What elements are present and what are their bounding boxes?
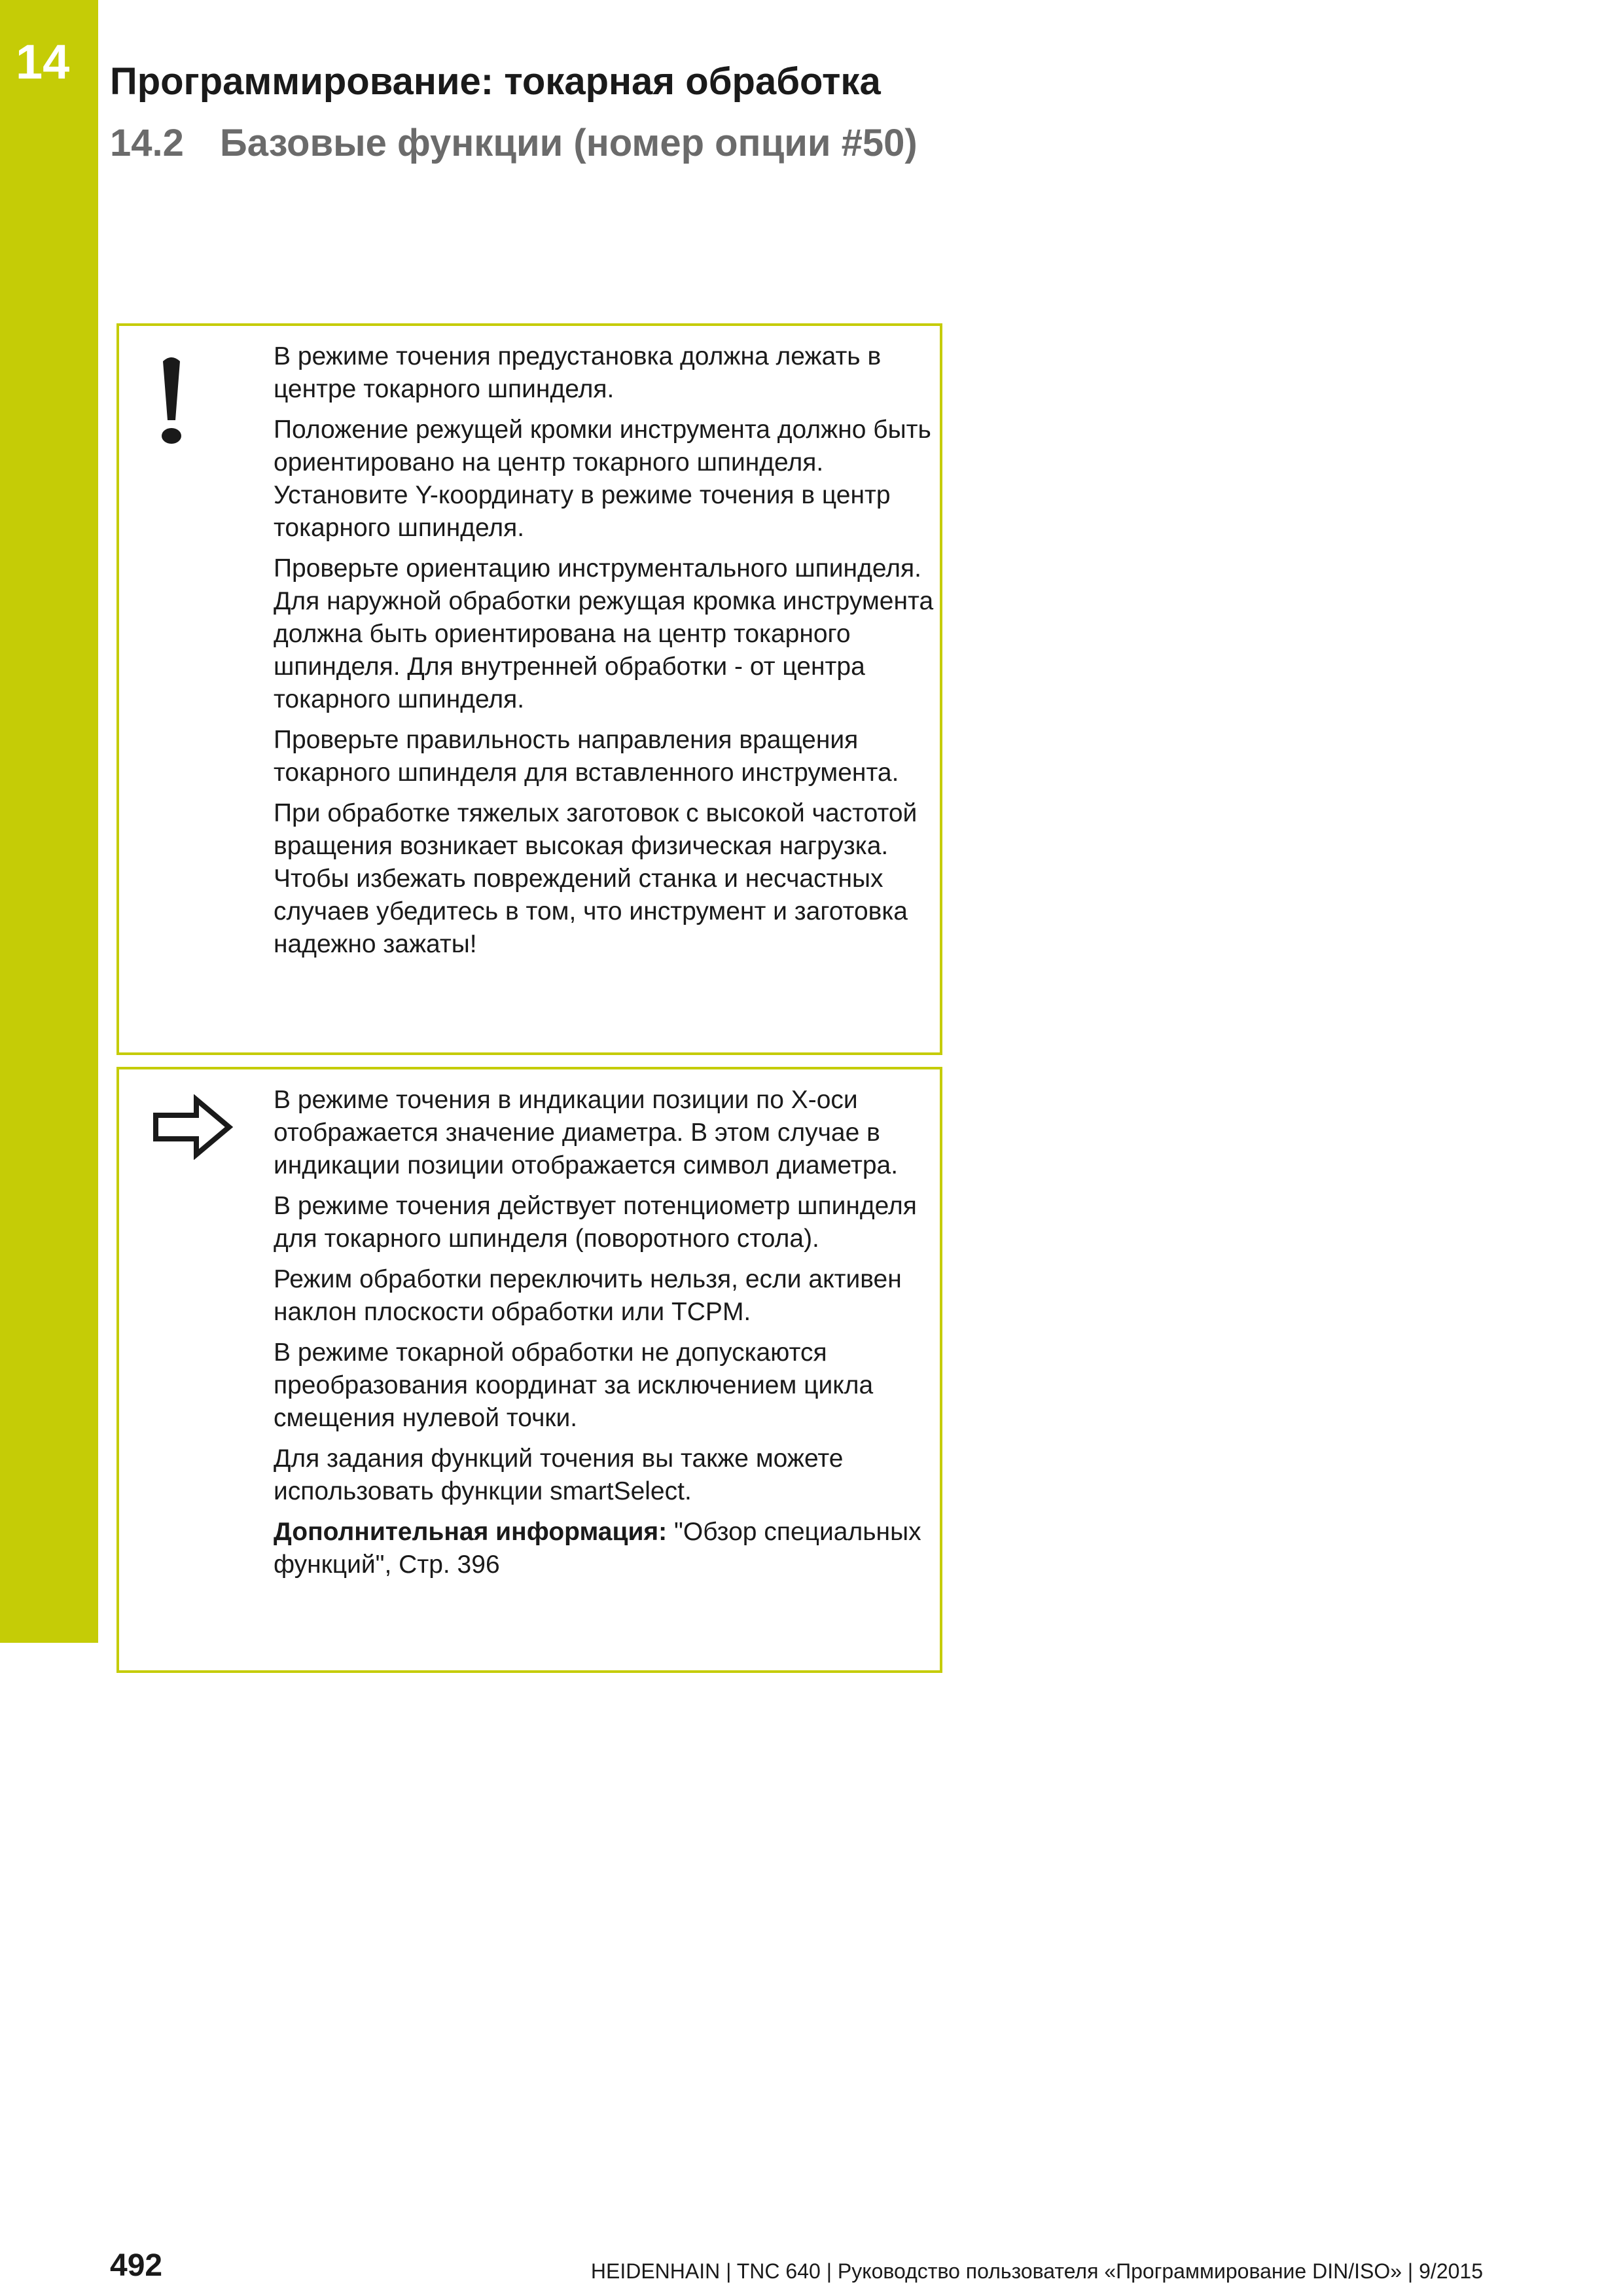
chapter-side-bar xyxy=(0,0,98,1643)
info-note-text xyxy=(274,1084,935,1589)
warning-note xyxy=(116,323,942,1055)
more-info-paragraph xyxy=(274,1516,935,1581)
info-paragraph: В режиме точения действует потенциометр шпинделя для токарного шпинделя (поворотного стола). xyxy=(274,1192,917,1253)
more-info-link[interactable]: "Обзор специальных функций", Стр. 396 xyxy=(274,1518,921,1579)
page-number: 492 xyxy=(110,2248,163,2283)
chapter-title: Программирование: токарная обработка xyxy=(110,60,881,103)
warning-paragraph: Положение режущей кромки инструмента должно быть ориентировано на центр токарного шпинделя. Установите Y-координату в режиме точения в центр токарного шпинделя. xyxy=(274,416,931,542)
info-paragraph: Режим обработки переключить нельзя, если активен наклон плоскости обработки или TCPM. xyxy=(274,1265,902,1326)
warning-note-text xyxy=(274,340,935,969)
info-note xyxy=(116,1067,942,1673)
warning-paragraph: Проверьте ориентацию инструментального шпинделя. Для наружной обработки режущая кромка инструмента должна быть ориентирована на центр токарного шпинделя. Для внутренней обработки - от центра токарного шпинделя. xyxy=(274,554,934,713)
section-number: 14.2 xyxy=(110,122,184,164)
warning-paragraph: В режиме точения предустановка должна лежать в центре токарного шпинделя. xyxy=(274,342,882,403)
section-title xyxy=(110,120,918,166)
arrow-right-icon xyxy=(152,1094,237,1163)
section-heading: Базовые функции (номер опции #50) xyxy=(220,122,918,164)
info-paragraph: В режиме точения в индикации позиции по X-оси отображается значение диаметра. В этом случае в индикации позиции отображается символ диаметра. xyxy=(274,1086,899,1179)
info-paragraph: Для задания функций точения вы также можете использовать функции smartSelect. xyxy=(274,1444,844,1505)
footer-text: HEIDENHAIN | TNC 640 | Руководство пользователя «Программирование DIN/ISO» | 9/2015 xyxy=(590,2259,1483,2283)
more-info-label: Дополнительная информация: xyxy=(274,1518,668,1546)
chapter-number: 14 xyxy=(16,35,70,89)
exclamation-icon xyxy=(152,351,191,452)
warning-paragraph: При обработке тяжелых заготовок с высокой частотой вращения возникает высокая физическая нагрузка. Чтобы избежать повреждений станка и несчастных случаев убедитесь в том, что инструмент и заготовка надежно зажаты! xyxy=(274,799,918,958)
warning-paragraph: Проверьте правильность направления вращения токарного шпинделя для вставленного инструмента. xyxy=(274,726,899,787)
info-paragraph: В режиме токарной обработки не допускаются преобразования координат за исключением цикла смещения нулевой точки. xyxy=(274,1338,874,1432)
